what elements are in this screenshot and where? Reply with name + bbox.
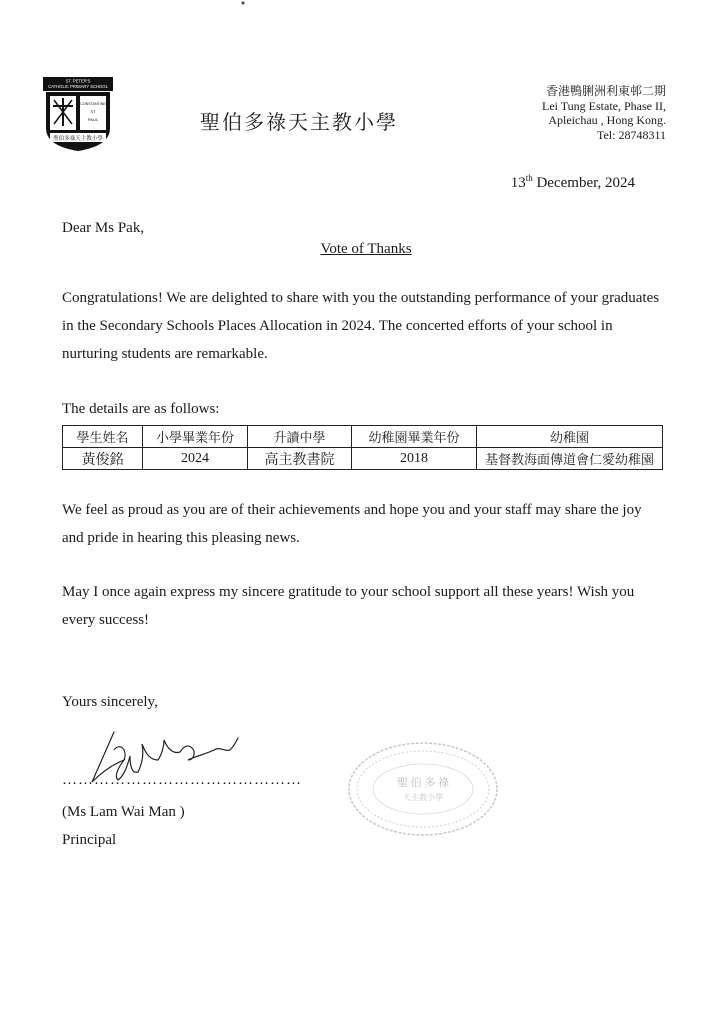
- table-cell: 2024: [143, 448, 248, 470]
- allocation-table: [62, 425, 663, 470]
- school-crest-icon: [42, 76, 114, 152]
- table-header: 學生姓名: [63, 426, 143, 448]
- school-seal-stamp: [346, 740, 500, 838]
- table-row: [63, 448, 663, 470]
- table-header: 小學畢業年份: [143, 426, 248, 448]
- paragraph-congratulations: Congratulations! We are delighted to share with you the outstanding performance of your graduates in the Secondary Schools Places Allocation in 2024. The concerted efforts of your school in nurturing students are remarkable.: [62, 290, 660, 362]
- table-cell: 黃俊銘: [63, 448, 143, 470]
- letter-date: [511, 173, 635, 192]
- letter-subject: Vote of Thanks: [320, 241, 412, 257]
- address-line-1: Lei Tung Estate, Phase II,: [542, 98, 666, 113]
- address-line-2: Apleichau , Hong Kong.: [548, 113, 666, 127]
- salutation: Dear Ms Pak,: [62, 220, 145, 236]
- closing: Yours sincerely,: [62, 694, 158, 710]
- svg-text:聖 伯 多 祿: 聖 伯 多 祿: [396, 777, 450, 789]
- svg-text:ST: ST: [90, 109, 96, 114]
- signer-title: Principal: [62, 832, 117, 848]
- svg-text:ST. PETER'S: ST. PETER'S: [65, 78, 91, 84]
- table-cell: 2018: [352, 448, 477, 470]
- svg-text:CATHOLIC PRIMARY SCHOOL: CATHOLIC PRIMARY SCHOOL: [48, 84, 108, 89]
- table-header: 升讀中學: [248, 426, 352, 448]
- signer-name: (Ms Lam Wai Man ): [62, 804, 185, 820]
- paragraph-gratitude: May I once again express my sincere gratitude to your school support all these years! Wish you every success!: [62, 584, 635, 628]
- table-header: 幼稚園畢業年份: [352, 426, 477, 448]
- table-cell: 高主教書院: [248, 448, 352, 470]
- table-header: 幼稚園: [477, 426, 663, 448]
- school-name-chinese: 聖伯多祿天主教小學: [200, 112, 398, 134]
- telephone: Tel: 28748311: [596, 127, 666, 142]
- school-address: [542, 84, 666, 142]
- details-intro: The details are as follows:: [62, 401, 220, 417]
- scan-dot: [240, 0, 246, 6]
- table-cell: 基督教海面傳道會仁愛幼稚園: [477, 448, 663, 470]
- svg-text:天主教小學: 天主教小學: [403, 793, 443, 802]
- svg-text:PAUL: PAUL: [87, 117, 99, 122]
- date-day: 13: [510, 175, 526, 191]
- paragraph-proud: We feel as proud as you are of their achievements and hope you and your staff may share the joy and pride in hearing this pleasing news.: [62, 502, 642, 546]
- date-suffix: th: [525, 173, 533, 183]
- svg-text:聖伯多祿天主教小學: 聖伯多祿天主教小學: [53, 136, 103, 142]
- date-rest: December, 2024: [532, 175, 635, 191]
- address-chinese: 香港鴨脷洲利東邨二期: [545, 84, 666, 98]
- table-header-row: [63, 426, 663, 448]
- svg-text:CONSTANTINE: CONSTANTINE: [80, 102, 106, 106]
- signature-line: ………………………………………: [62, 772, 302, 788]
